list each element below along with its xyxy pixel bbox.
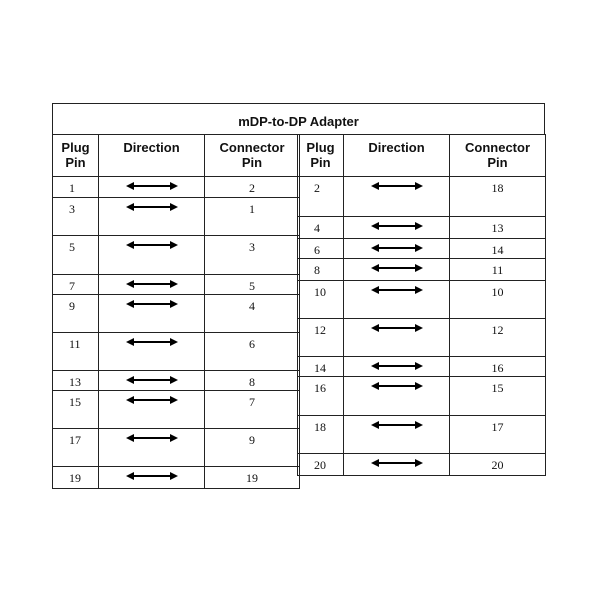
plug-pin-cell: 1 bbox=[53, 177, 99, 198]
connector-pin-cell: 20 bbox=[450, 454, 546, 476]
table-title: mDP-to-DP Adapter bbox=[52, 103, 545, 135]
direction-cell bbox=[99, 295, 205, 333]
direction-cell bbox=[99, 371, 205, 391]
plug-pin-header: Plug Pin bbox=[53, 135, 99, 177]
connector-pin-cell: 6 bbox=[205, 333, 300, 371]
bidirectional-arrow-icon bbox=[126, 240, 178, 250]
connector-pin-cell: 15 bbox=[450, 377, 546, 416]
bidirectional-arrow-icon bbox=[126, 202, 178, 212]
plug-pin-cell: 10 bbox=[298, 281, 344, 319]
connector-pin-cell: 8 bbox=[205, 371, 300, 391]
table-row bbox=[53, 177, 300, 198]
plug-pin-cell: 9 bbox=[53, 295, 99, 333]
bidirectional-arrow-icon bbox=[371, 181, 423, 191]
plug-pin-cell: 18 bbox=[298, 416, 344, 454]
direction-header: Direction bbox=[99, 135, 205, 177]
connector-pin-cell: 3 bbox=[205, 236, 300, 275]
plug-pin-cell: 3 bbox=[53, 198, 99, 236]
direction-cell bbox=[99, 429, 205, 467]
bidirectional-arrow-icon bbox=[126, 395, 178, 405]
direction-cell bbox=[344, 454, 450, 476]
direction-cell bbox=[344, 377, 450, 416]
table-row bbox=[53, 236, 300, 275]
table-row bbox=[53, 391, 300, 429]
table-row bbox=[298, 357, 546, 377]
direction-cell bbox=[344, 217, 450, 239]
table-row bbox=[298, 416, 546, 454]
bidirectional-arrow-icon bbox=[126, 299, 178, 309]
connector-pin-cell: 7 bbox=[205, 391, 300, 429]
table-row bbox=[298, 319, 546, 357]
table-row bbox=[298, 259, 546, 281]
plug-pin-cell: 13 bbox=[53, 371, 99, 391]
plug-pin-cell: 2 bbox=[298, 177, 344, 217]
table-row bbox=[298, 454, 546, 476]
bidirectional-arrow-icon bbox=[371, 323, 423, 333]
plug-pin-cell: 7 bbox=[53, 275, 99, 295]
connector-pin-cell: 13 bbox=[450, 217, 546, 239]
plug-pin-cell: 5 bbox=[53, 236, 99, 275]
table-row bbox=[53, 371, 300, 391]
bidirectional-arrow-icon bbox=[126, 279, 178, 289]
plug-pin-cell: 11 bbox=[53, 333, 99, 371]
bidirectional-arrow-icon bbox=[371, 221, 423, 231]
plug-pin-cell: 14 bbox=[298, 357, 344, 377]
connector-pin-cell: 16 bbox=[450, 357, 546, 377]
bidirectional-arrow-icon bbox=[126, 181, 178, 191]
connector-pin-cell: 5 bbox=[205, 275, 300, 295]
bidirectional-arrow-icon bbox=[371, 361, 423, 371]
table-row bbox=[53, 295, 300, 333]
plug-pin-cell: 17 bbox=[53, 429, 99, 467]
bidirectional-arrow-icon bbox=[126, 375, 178, 385]
left-pin-table bbox=[52, 134, 300, 489]
bidirectional-arrow-icon bbox=[371, 263, 423, 273]
connector-pin-cell: 9 bbox=[205, 429, 300, 467]
direction-cell bbox=[99, 391, 205, 429]
table-row bbox=[53, 333, 300, 371]
bidirectional-arrow-icon bbox=[126, 471, 178, 481]
bidirectional-arrow-icon bbox=[371, 420, 423, 430]
direction-cell bbox=[99, 275, 205, 295]
bidirectional-arrow-icon bbox=[371, 243, 423, 253]
connector-pin-cell: 19 bbox=[205, 467, 300, 489]
adapter-pinout-table bbox=[52, 103, 545, 490]
connector-pin-cell: 10 bbox=[450, 281, 546, 319]
plug-pin-header: Plug Pin bbox=[298, 135, 344, 177]
direction-cell bbox=[344, 319, 450, 357]
direction-cell bbox=[344, 416, 450, 454]
bidirectional-arrow-icon bbox=[371, 285, 423, 295]
plug-pin-cell: 6 bbox=[298, 239, 344, 259]
connector-pin-header: Connector Pin bbox=[450, 135, 546, 177]
connector-pin-cell: 17 bbox=[450, 416, 546, 454]
plug-pin-cell: 16 bbox=[298, 377, 344, 416]
connector-pin-cell: 12 bbox=[450, 319, 546, 357]
plug-pin-cell: 12 bbox=[298, 319, 344, 357]
connector-pin-cell: 14 bbox=[450, 239, 546, 259]
table-row bbox=[53, 429, 300, 467]
table-row bbox=[53, 467, 300, 489]
direction-cell bbox=[344, 177, 450, 217]
direction-cell bbox=[99, 198, 205, 236]
direction-cell bbox=[344, 259, 450, 281]
plug-pin-cell: 4 bbox=[298, 217, 344, 239]
connector-pin-cell: 4 bbox=[205, 295, 300, 333]
plug-pin-cell: 19 bbox=[53, 467, 99, 489]
bidirectional-arrow-icon bbox=[126, 337, 178, 347]
table-row bbox=[298, 377, 546, 416]
direction-cell bbox=[344, 239, 450, 259]
table-row bbox=[53, 275, 300, 295]
direction-cell bbox=[344, 357, 450, 377]
bidirectional-arrow-icon bbox=[371, 458, 423, 468]
table-row bbox=[298, 177, 546, 217]
direction-cell bbox=[344, 281, 450, 319]
direction-header: Direction bbox=[344, 135, 450, 177]
connector-pin-cell: 18 bbox=[450, 177, 546, 217]
right-pin-table bbox=[297, 134, 546, 476]
connector-pin-cell: 2 bbox=[205, 177, 300, 198]
table-row bbox=[298, 281, 546, 319]
direction-cell bbox=[99, 467, 205, 489]
table-row bbox=[298, 239, 546, 259]
bidirectional-arrow-icon bbox=[126, 433, 178, 443]
bidirectional-arrow-icon bbox=[371, 381, 423, 391]
table-row bbox=[53, 198, 300, 236]
plug-pin-cell: 15 bbox=[53, 391, 99, 429]
direction-cell bbox=[99, 333, 205, 371]
plug-pin-cell: 20 bbox=[298, 454, 344, 476]
connector-pin-header: Connector Pin bbox=[205, 135, 300, 177]
connector-pin-cell: 1 bbox=[205, 198, 300, 236]
connector-pin-cell: 11 bbox=[450, 259, 546, 281]
direction-cell bbox=[99, 236, 205, 275]
direction-cell bbox=[99, 177, 205, 198]
table-row bbox=[298, 217, 546, 239]
plug-pin-cell: 8 bbox=[298, 259, 344, 281]
